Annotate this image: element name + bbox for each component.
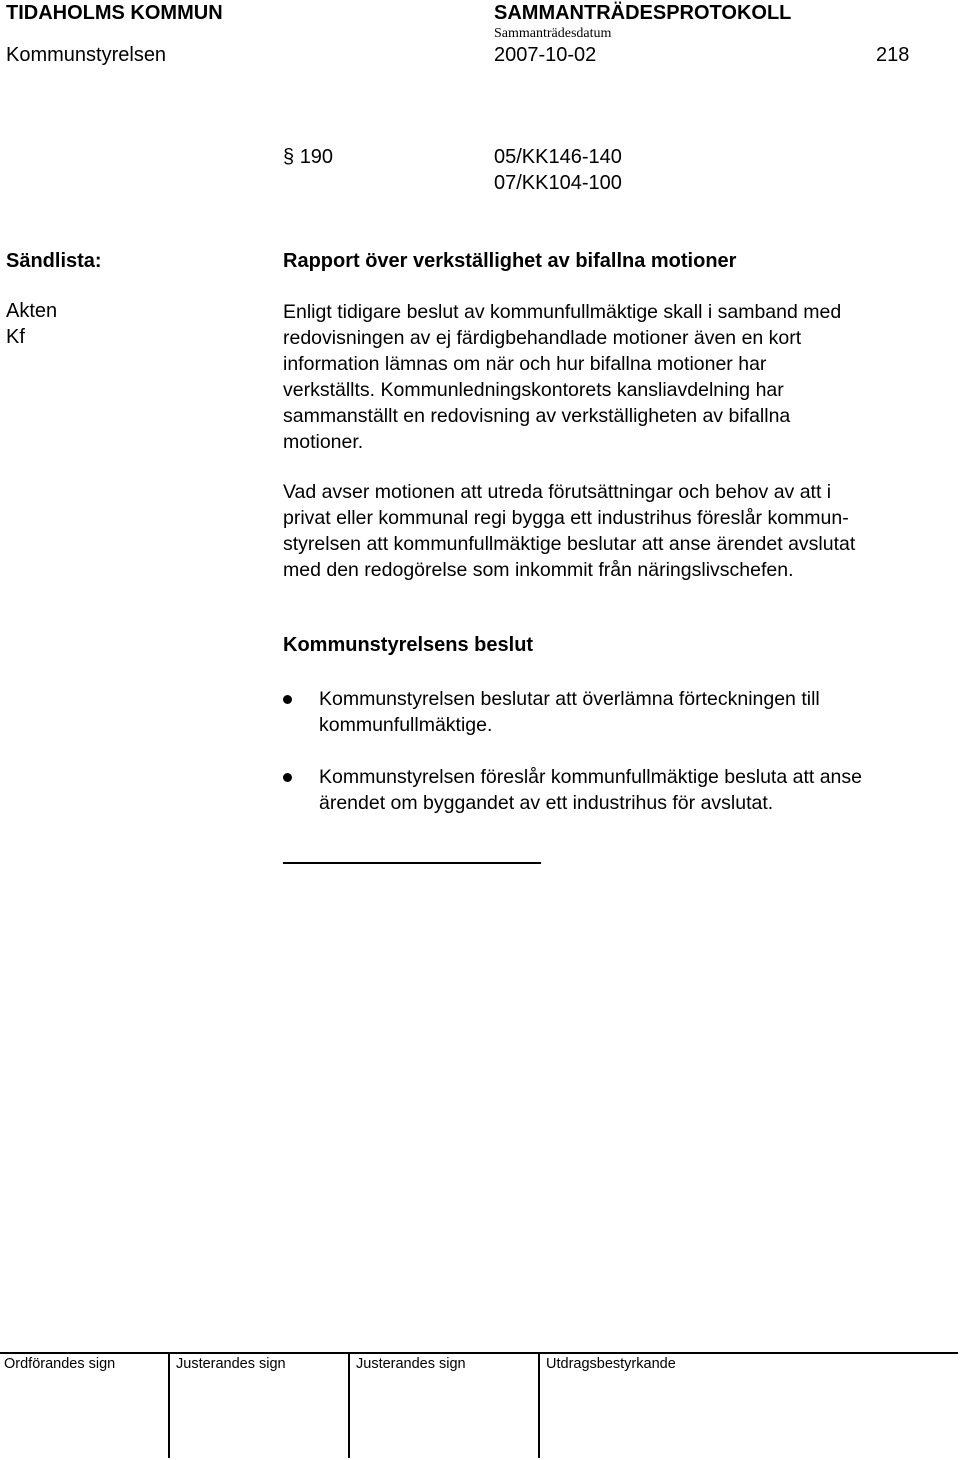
signature-divider [168, 1354, 170, 1458]
recipient: Akten [6, 300, 58, 322]
paragraph-line: styrelsen att kommunfullmäktige beslutar att anse ärendet avslutat [283, 533, 856, 555]
decision-item [319, 686, 820, 738]
paragraph-line: sammanställt en redovisning av verkställigheten av bifallna [283, 405, 791, 427]
paragraph-symbol: § [283, 146, 295, 168]
footer-top-rule [0, 1352, 958, 1354]
decision-line: ärendet om byggandet av ett industrihus för avslutat. [319, 792, 774, 814]
paragraph-line: verkställts. Kommunledningskontorets kansliavdelning har [283, 379, 784, 401]
decision-line: kommunfullmäktige. [319, 714, 493, 736]
signature-label-chair: Ordförandes sign [4, 1356, 116, 1372]
signature-label-adjuster: Justerandes sign [356, 1356, 466, 1372]
paragraph-line: redovisningen av ej färdigbehandlade motioner även en kort [283, 327, 802, 349]
paragraph-line: privat eller kommunal regi bygga ett industrihus föreslår kommun- [283, 507, 849, 529]
paragraph-line: med den redogörelse som inkommit från näringslivschefen. [283, 559, 794, 581]
meeting-date: 2007-10-02 [494, 44, 597, 66]
municipality-name: TIDAHOLMS KOMMUN [6, 2, 223, 24]
diary-number: 05/KK146-140 [494, 146, 622, 168]
page-number: 218 [876, 44, 910, 66]
document-title: Rapport över verkställighet av bifallna motioner [283, 250, 737, 272]
date-label: Sammanträdesdatum [494, 26, 612, 41]
decision-line: Kommunstyrelsen beslutar att överlämna förteckningen till [319, 688, 820, 710]
bullet-icon [283, 695, 292, 704]
signature-label-adjuster: Justerandes sign [176, 1356, 286, 1372]
diary-number: 07/KK104-100 [494, 172, 622, 194]
decision-line: Kommunstyrelsen föreslår kommunfullmäktige besluta att anse [319, 766, 862, 788]
paragraph-line: Enligt tidigare beslut av kommunfullmäktige skall i samband med [283, 301, 842, 323]
paragraph-line: Vad avser motionen att utreda förutsättningar och behov av att i [283, 481, 832, 503]
bullet-icon [283, 773, 292, 782]
body-paragraph [283, 299, 841, 455]
paragraph-value: 190 [299, 146, 334, 168]
paragraph-line: motioner. [283, 431, 364, 453]
end-divider [283, 862, 541, 864]
paragraph-number [283, 146, 333, 169]
distribution-label: Sändlista: [6, 250, 102, 272]
decision-item [319, 764, 862, 816]
signature-divider [538, 1354, 540, 1458]
signature-label-certifier: Utdragsbestyrkande [546, 1356, 676, 1372]
paragraph-line: information lämnas om när och hur bifallna motioner har [283, 353, 767, 375]
signature-divider [348, 1354, 350, 1458]
decision-heading: Kommunstyrelsens beslut [283, 634, 534, 656]
body-paragraph [283, 479, 855, 583]
committee-name: Kommunstyrelsen [6, 44, 167, 66]
document-type: SAMMANTRÄDESPROTOKOLL [494, 2, 792, 24]
recipient: Kf [6, 326, 25, 348]
